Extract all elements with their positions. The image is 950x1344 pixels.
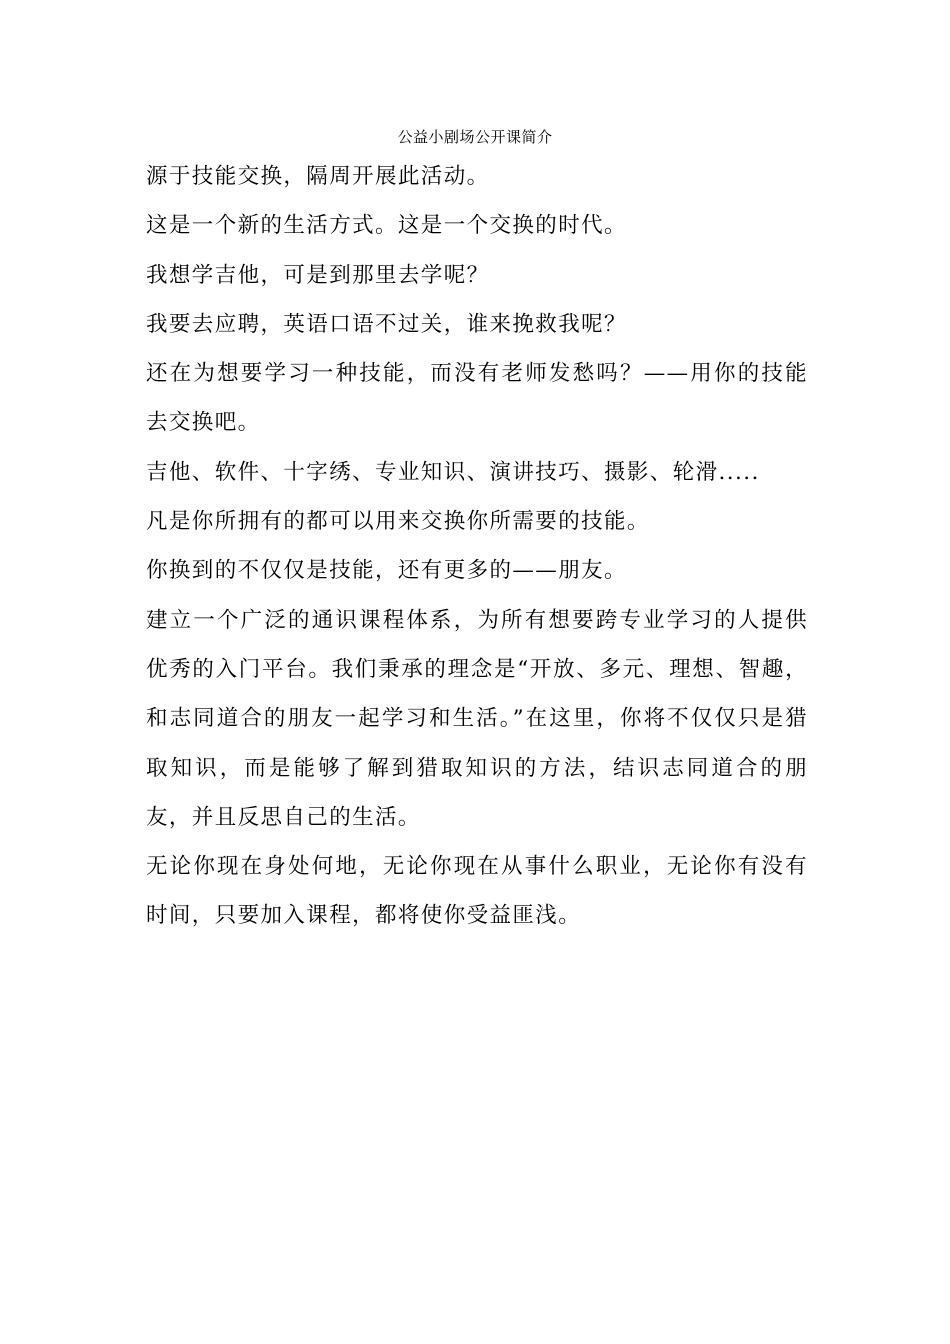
paragraph-4: 我要去应聘，英语口语不过关，谁来挽救我呢？ <box>146 311 627 337</box>
paragraph-3: 我想学吉他，可是到那里去学呢？ <box>146 262 490 288</box>
paragraph-9: 建立一个广泛的通识课程体系，为所有想要跨专业学习的人提供优秀的入门平台。我们秉承的理念是“开放、多元、理想、智趣，和志同道合的朋友一起学习和生活。”在这里，你将不仅仅只是猎取知识，而是能够了解到猎取知识的方法，结识志同道合的朋友，并且反思自己的生活。 <box>146 607 808 830</box>
paragraph-7: 凡是你所拥有的都可以用来交换你所需要的技能。 <box>146 509 650 535</box>
paragraph-5: 还在为想要学习一种技能，而没有老师发愁吗？——用你的技能去交换吧。 <box>146 361 808 436</box>
paragraph-2: 这是一个新的生活方式。这是一个交换的时代。 <box>146 213 627 239</box>
document-body <box>146 152 808 941</box>
paragraph-10: 无论你现在身处何地，无论你现在从事什么职业，无论你有没有时间，只要加入课程，都将使你受益匪浅。 <box>146 854 808 929</box>
paragraph-6: 吉他、软件、十字绣、专业知识、演讲技巧、摄影、轮滑..... <box>146 459 760 485</box>
document-title: 公益小剧场公开课简介 <box>397 128 553 146</box>
paragraph-8: 你换到的不仅仅是技能，还有更多的——朋友。 <box>146 558 627 584</box>
paragraph-1: 源于技能交换，隔周开展此活动。 <box>146 164 490 189</box>
